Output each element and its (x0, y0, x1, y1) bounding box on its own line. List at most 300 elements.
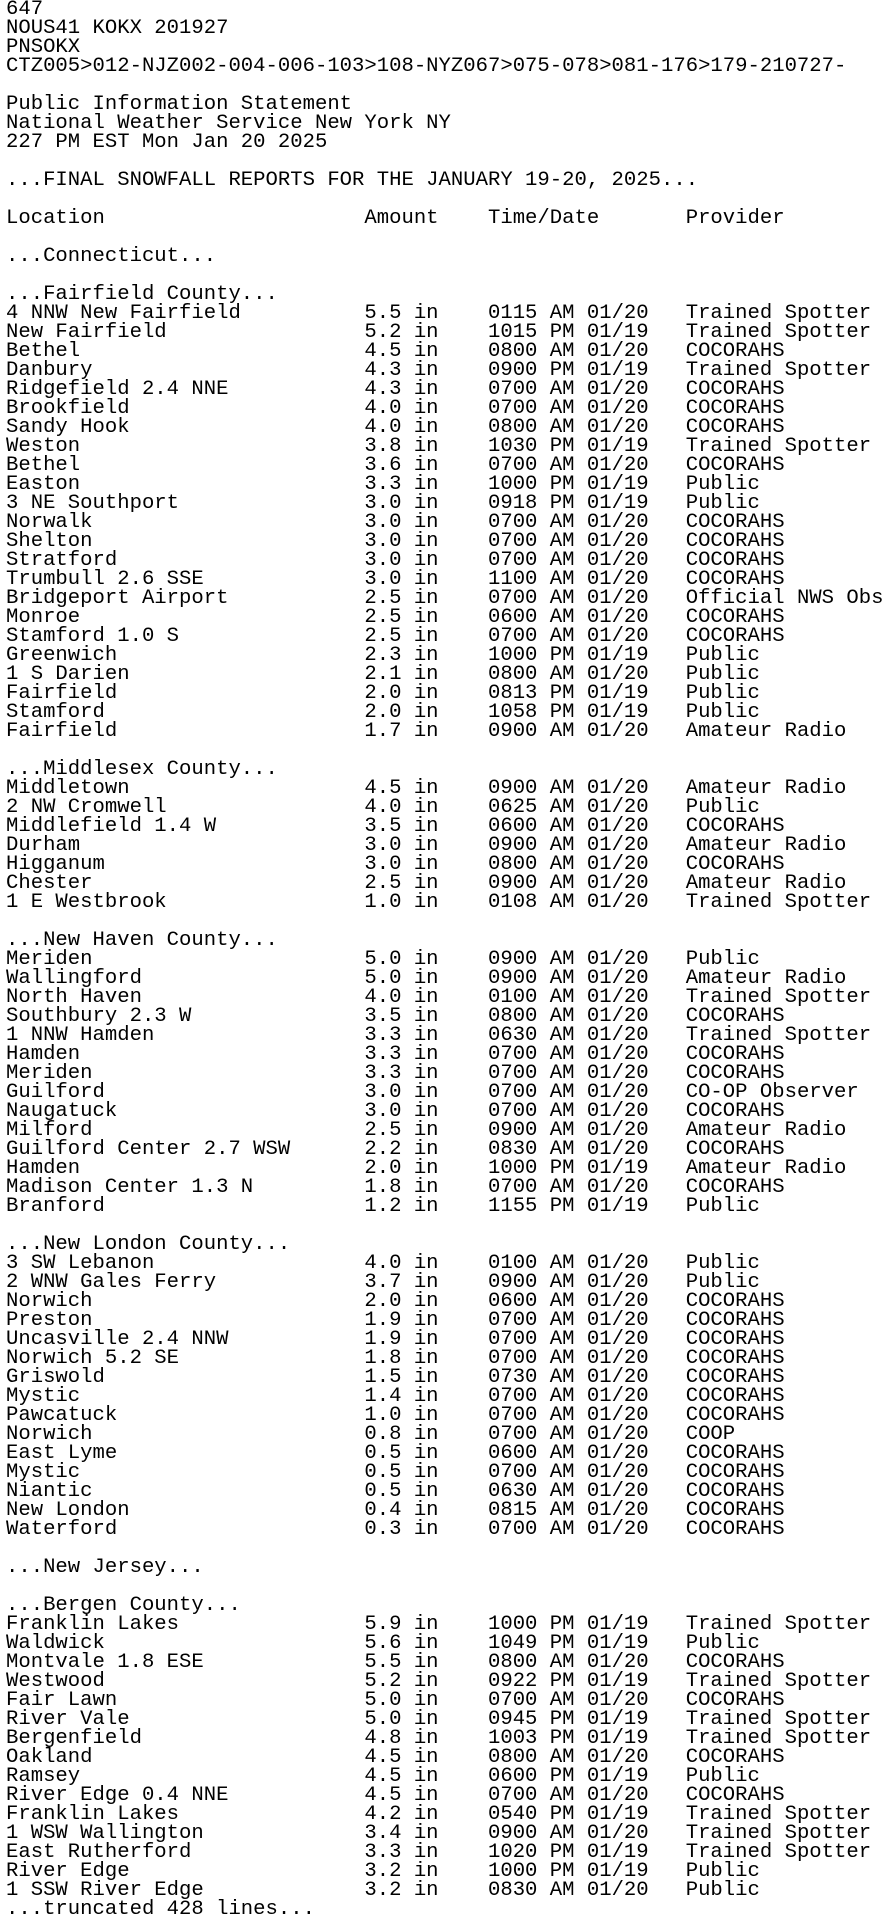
provider-cell: Public (685, 1879, 760, 1902)
provider-cell: COCORAHS (685, 568, 785, 591)
amount-cell: 3.0 in (364, 492, 488, 515)
header-line: PNSOKX (6, 36, 81, 59)
location-cell: 1 WSW Wallington (6, 1822, 365, 1845)
provider-cell: COCORAHS (685, 340, 785, 363)
location-cell: Westwood (6, 1670, 365, 1693)
provider-cell: COCORAHS (685, 853, 785, 876)
location-cell: 2 NW Cromwell (6, 796, 365, 819)
amount-cell: 3.0 in (364, 834, 488, 857)
location-cell: Stamford (6, 701, 365, 724)
time-date-cell: 0625 AM 01/20 (487, 796, 686, 819)
amount-cell: 3.0 in (364, 853, 488, 876)
time-date-cell: 0830 AM 01/20 (487, 1138, 686, 1161)
location-cell: Middlefield 1.4 W (6, 815, 365, 838)
location-cell: Branford (6, 1195, 365, 1218)
amount-cell: 2.5 in (364, 625, 488, 648)
provider-cell: Public (685, 701, 760, 724)
provider-cell: COCORAHS (685, 1651, 785, 1674)
amount-cell: 5.5 in (364, 302, 488, 325)
location-cell: Weston (6, 435, 365, 458)
amount-cell: 5.0 in (364, 1689, 488, 1712)
time-date-cell: 0540 PM 01/19 (487, 1803, 686, 1826)
location-cell: Mystic (6, 1385, 365, 1408)
provider-cell: COCORAHS (685, 1442, 785, 1465)
time-date-cell: 0600 AM 01/20 (487, 815, 686, 838)
amount-cell: 3.0 in (364, 568, 488, 591)
location-cell: New Fairfield (6, 321, 365, 344)
amount-cell: 1.4 in (364, 1385, 488, 1408)
location-cell: River Edge 0.4 NNE (6, 1784, 365, 1807)
time-date-cell: 0800 AM 01/20 (487, 1005, 686, 1028)
amount-cell: 4.0 in (364, 397, 488, 420)
time-date-cell: 0900 AM 01/20 (487, 720, 686, 743)
provider-cell: COCORAHS (685, 549, 785, 572)
provider-cell: Amateur Radio (685, 872, 847, 895)
provider-cell: Trained Spotter (685, 1803, 872, 1826)
provider-cell: COCORAHS (685, 1404, 785, 1427)
location-cell: Stamford 1.0 S (6, 625, 365, 648)
header-line: CTZ005>012-NJZ002-004-006-103>108-NYZ067>075-078>081-176>179-210727- (6, 55, 847, 78)
time-date-cell: 1058 PM 01/19 (487, 701, 686, 724)
provider-cell: CO-OP Observer (685, 1081, 859, 1104)
state-heading: ...Connecticut... (6, 245, 217, 268)
provider-cell: Amateur Radio (685, 967, 847, 990)
provider-cell: Public (685, 1765, 760, 1788)
time-date-cell: 0800 AM 01/20 (487, 663, 686, 686)
amount-cell: 3.3 in (364, 1062, 488, 1085)
provider-cell: COOP (685, 1423, 736, 1446)
location-cell: Durham (6, 834, 365, 857)
location-cell: 3 SW Lebanon (6, 1252, 365, 1275)
location-cell: Waldwick (6, 1632, 365, 1655)
location-cell: Meriden (6, 948, 365, 971)
location-cell: Bridgeport Airport (6, 587, 365, 610)
amount-cell: 4.5 in (364, 1765, 488, 1788)
amount-cell: 4.0 in (364, 796, 488, 819)
time-date-cell: 0115 AM 01/20 (487, 302, 686, 325)
provider-cell: Public (685, 1271, 760, 1294)
location-cell: Shelton (6, 530, 365, 553)
time-date-cell: 0630 AM 01/20 (487, 1480, 686, 1503)
provider-cell: COCORAHS (685, 1784, 785, 1807)
time-date-cell: 0900 PM 01/19 (487, 359, 686, 382)
amount-cell: 1.5 in (364, 1366, 488, 1389)
time-date-cell: 0800 AM 01/20 (487, 853, 686, 876)
header-line: NOUS41 KOKX 201927 (6, 17, 229, 40)
amount-cell: 4.0 in (364, 986, 488, 1009)
location-cell: Danbury (6, 359, 365, 382)
amount-cell: 2.5 in (364, 587, 488, 610)
amount-cell: 1.0 in (364, 1404, 488, 1427)
amount-cell: 4.5 in (364, 1784, 488, 1807)
header-line: ...FINAL SNOWFALL REPORTS FOR THE JANUARY 19-20, 2025... (6, 169, 699, 192)
amount-cell: 5.5 in (364, 1651, 488, 1674)
time-date-cell: 0800 AM 01/20 (487, 1746, 686, 1769)
provider-cell: COCORAHS (685, 1062, 785, 1085)
time-date-cell: 0600 AM 01/20 (487, 1290, 686, 1313)
location-cell: East Lyme (6, 1442, 365, 1465)
amount-cell: 2.2 in (364, 1138, 488, 1161)
time-date-cell: 0900 AM 01/20 (487, 1822, 686, 1845)
time-date-cell: 0800 AM 01/20 (487, 1651, 686, 1674)
location-cell: Naugatuck (6, 1100, 365, 1123)
provider-cell: COCORAHS (685, 1005, 785, 1028)
provider-cell: Trained Spotter (685, 321, 872, 344)
county-heading: ...New Haven County... (6, 929, 278, 952)
location-cell: Chester (6, 872, 365, 895)
location-cell: 4 NNW New Fairfield (6, 302, 365, 325)
provider-cell: Trained Spotter (685, 1727, 872, 1750)
location-cell: Monroe (6, 606, 365, 629)
location-cell: Higganum (6, 853, 365, 876)
time-date-cell: 1049 PM 01/19 (487, 1632, 686, 1655)
amount-cell: 4.2 in (364, 1803, 488, 1826)
provider-cell: Trained Spotter (685, 1841, 872, 1864)
time-date-cell: 0700 AM 01/20 (487, 1176, 686, 1199)
provider-cell: Trained Spotter (685, 359, 872, 382)
location-cell: Niantic (6, 1480, 365, 1503)
location-cell: 1 E Westbrook (6, 891, 365, 914)
location-cell: Madison Center 1.3 N (6, 1176, 365, 1199)
location-cell: Griswold (6, 1366, 365, 1389)
time-date-cell: 0700 AM 01/20 (487, 587, 686, 610)
provider-cell: COCORAHS (685, 1518, 785, 1541)
provider-cell: COCORAHS (685, 416, 785, 439)
provider-cell: COCORAHS (685, 1499, 785, 1522)
time-date-cell: 0700 AM 01/20 (487, 1100, 686, 1123)
county-heading: ...Fairfield County... (6, 283, 278, 306)
provider-cell: Trained Spotter (685, 1822, 872, 1845)
time-date-cell: 1000 PM 01/19 (487, 1613, 686, 1636)
location-cell: Ridgefield 2.4 NNE (6, 378, 365, 401)
location-cell: Brookfield (6, 397, 365, 420)
provider-cell: COCORAHS (685, 1309, 785, 1332)
amount-cell: 3.0 in (364, 1100, 488, 1123)
time-date-cell: 0700 AM 01/20 (487, 454, 686, 477)
provider-cell: COCORAHS (685, 606, 785, 629)
time-date-cell: 1000 PM 01/19 (487, 644, 686, 667)
location-cell: Norwich 5.2 SE (6, 1347, 365, 1370)
time-date-cell: 0900 AM 01/20 (487, 1119, 686, 1142)
time-date-cell: 0700 AM 01/20 (487, 511, 686, 534)
location-cell: Montvale 1.8 ESE (6, 1651, 365, 1674)
location-cell: East Rutherford (6, 1841, 365, 1864)
time-date-cell: 0700 AM 01/20 (487, 1043, 686, 1066)
location-cell: Hamden (6, 1043, 365, 1066)
amount-cell: 3.3 in (364, 1043, 488, 1066)
amount-cell: 2.5 in (364, 1119, 488, 1142)
provider-cell: COCORAHS (685, 1176, 785, 1199)
location-cell: Waterford (6, 1518, 365, 1541)
provider-cell: COCORAHS (685, 1138, 785, 1161)
time-date-cell: 0700 AM 01/20 (487, 378, 686, 401)
location-cell: 2 WNW Gales Ferry (6, 1271, 365, 1294)
location-cell: Oakland (6, 1746, 365, 1769)
location-cell: Fairfield (6, 682, 365, 705)
provider-cell: COCORAHS (685, 1366, 785, 1389)
location-cell: Guilford Center 2.7 WSW (6, 1138, 365, 1161)
time-date-cell: 0815 AM 01/20 (487, 1499, 686, 1522)
amount-cell: 1.9 in (364, 1328, 488, 1351)
time-date-cell: 0900 AM 01/20 (487, 1271, 686, 1294)
provider-cell: Public (685, 1252, 760, 1275)
provider-cell: Trained Spotter (685, 1613, 872, 1636)
county-heading: ...Bergen County... (6, 1594, 241, 1617)
provider-cell: Amateur Radio (685, 834, 847, 857)
location-cell: River Vale (6, 1708, 365, 1731)
amount-cell: 0.4 in (364, 1499, 488, 1522)
provider-cell: Trained Spotter (685, 1708, 872, 1731)
provider-cell: COCORAHS (685, 1689, 785, 1712)
time-date-cell: 0700 AM 01/20 (487, 625, 686, 648)
amount-cell: 5.2 in (364, 321, 488, 344)
provider-cell: Public (685, 682, 760, 705)
amount-cell: 3.7 in (364, 1271, 488, 1294)
report-row (6, 1520, 861, 1539)
location-cell: Southbury 2.3 W (6, 1005, 365, 1028)
time-date-cell: 0900 AM 01/20 (487, 948, 686, 971)
amount-cell: 1.0 in (364, 891, 488, 914)
amount-cell: 4.5 in (364, 340, 488, 363)
report-row (6, 722, 861, 741)
amount-cell: 3.6 in (364, 454, 488, 477)
time-date-cell: 0700 AM 01/20 (487, 530, 686, 553)
provider-cell: Public (685, 1860, 760, 1883)
time-date-cell: 0100 AM 01/20 (487, 986, 686, 1009)
time-date-cell: 0900 AM 01/20 (487, 872, 686, 895)
provider-cell: Public (685, 473, 760, 496)
state-heading: ...New Jersey... (6, 1556, 204, 1579)
location-cell: Uncasville 2.4 NNW (6, 1328, 365, 1351)
location-cell: Sandy Hook (6, 416, 365, 439)
provider-cell: COCORAHS (685, 1385, 785, 1408)
amount-cell: 4.5 in (364, 777, 488, 800)
time-date-cell: 0813 PM 01/19 (487, 682, 686, 705)
location-cell: 1 S Darien (6, 663, 365, 686)
amount-cell: 5.6 in (364, 1632, 488, 1655)
amount-cell: 3.4 in (364, 1822, 488, 1845)
amount-cell: 3.2 in (364, 1860, 488, 1883)
time-date-cell: 1000 PM 01/19 (487, 1157, 686, 1180)
location-cell: Preston (6, 1309, 365, 1332)
time-date-cell: 0700 AM 01/20 (487, 1081, 686, 1104)
time-date-cell: 1155 PM 01/19 (487, 1195, 686, 1218)
amount-cell: 2.3 in (364, 644, 488, 667)
amount-cell: 1.9 in (364, 1309, 488, 1332)
time-date-cell: 0600 PM 01/19 (487, 1765, 686, 1788)
time-date-cell: 0800 AM 01/20 (487, 340, 686, 363)
time-date-cell: 1000 PM 01/19 (487, 473, 686, 496)
provider-cell: COCORAHS (685, 1480, 785, 1503)
time-date-cell: 0922 PM 01/19 (487, 1670, 686, 1693)
provider-cell: COCORAHS (685, 1290, 785, 1313)
amount-cell: 3.0 in (364, 549, 488, 572)
amount-cell: 5.0 in (364, 948, 488, 971)
location-cell: Middletown (6, 777, 365, 800)
provider-cell: COCORAHS (685, 815, 785, 838)
location-cell: Bethel (6, 454, 365, 477)
amount-cell: 3.5 in (364, 815, 488, 838)
time-date-cell: 0700 AM 01/20 (487, 1347, 686, 1370)
amount-cell: 1.7 in (364, 720, 488, 743)
header-line: National Weather Service New York NY (6, 112, 451, 135)
amount-cell: Amount (364, 207, 488, 230)
amount-cell: 4.5 in (364, 1746, 488, 1769)
location-cell: Stratford (6, 549, 365, 572)
county-heading: ...Middlesex County... (6, 758, 278, 781)
provider-cell: COCORAHS (685, 397, 785, 420)
amount-cell: 0.5 in (364, 1461, 488, 1484)
provider-cell: Amateur Radio (685, 1119, 847, 1142)
provider-cell: Provider (685, 207, 785, 230)
provider-cell: Public (685, 796, 760, 819)
provider-cell: Public (685, 663, 760, 686)
amount-cell: 3.5 in (364, 1005, 488, 1028)
location-cell: Trumbull 2.6 SSE (6, 568, 365, 591)
amount-cell: 0.5 in (364, 1442, 488, 1465)
provider-cell: COCORAHS (685, 454, 785, 477)
location-cell: Meriden (6, 1062, 365, 1085)
amount-cell: 4.0 in (364, 416, 488, 439)
time-date-cell: 0730 AM 01/20 (487, 1366, 686, 1389)
location-cell: 3 NE Southport (6, 492, 365, 515)
time-date-cell: 0700 AM 01/20 (487, 397, 686, 420)
time-date-cell: 0108 AM 01/20 (487, 891, 686, 914)
time-date-cell: 0630 AM 01/20 (487, 1024, 686, 1047)
provider-cell: COCORAHS (685, 530, 785, 553)
time-date-cell: 0700 AM 01/20 (487, 1784, 686, 1807)
time-date-cell: 1003 PM 01/19 (487, 1727, 686, 1750)
provider-cell: Public (685, 1632, 760, 1655)
provider-cell: Official NWS Obs (685, 587, 883, 610)
amount-cell: 4.0 in (364, 1252, 488, 1275)
provider-cell: Trained Spotter (685, 891, 872, 914)
provider-cell: COCORAHS (685, 1746, 785, 1769)
location-cell: Pawcatuck (6, 1404, 365, 1427)
amount-cell: 2.1 in (364, 663, 488, 686)
location-cell: Fair Lawn (6, 1689, 365, 1712)
provider-cell: Public (685, 948, 760, 971)
header-line: Public Information Statement (6, 93, 353, 116)
amount-cell: 3.8 in (364, 435, 488, 458)
report-row (6, 1197, 861, 1216)
time-date-cell: 0100 AM 01/20 (487, 1252, 686, 1275)
time-date-cell: 1020 PM 01/19 (487, 1841, 686, 1864)
time-date-cell: 0918 PM 01/19 (487, 492, 686, 515)
location-cell: Norwalk (6, 511, 365, 534)
provider-cell: COCORAHS (685, 625, 785, 648)
county-heading: ...New London County... (6, 1233, 291, 1256)
amount-cell: 3.3 in (364, 1024, 488, 1047)
location-cell: North Haven (6, 986, 365, 1009)
provider-cell: Public (685, 492, 760, 515)
provider-cell: Amateur Radio (685, 777, 847, 800)
location-cell: New London (6, 1499, 365, 1522)
provider-cell: Public (685, 644, 760, 667)
amount-cell: 0.8 in (364, 1423, 488, 1446)
location-cell: River Edge (6, 1860, 365, 1883)
amount-cell: 2.0 in (364, 1157, 488, 1180)
amount-cell: 3.3 in (364, 473, 488, 496)
location-cell: Bethel (6, 340, 365, 363)
provider-cell: COCORAHS (685, 1347, 785, 1370)
time-date-cell: 0600 AM 01/20 (487, 606, 686, 629)
time-date-cell: 1015 PM 01/19 (487, 321, 686, 344)
provider-cell: Trained Spotter (685, 1670, 872, 1693)
amount-cell: 5.0 in (364, 1708, 488, 1731)
amount-cell: 4.3 in (364, 359, 488, 382)
report-row (6, 891, 872, 914)
provider-cell: Public (685, 1195, 760, 1218)
time-date-cell: 0830 AM 01/20 (487, 1879, 686, 1902)
provider-cell: COCORAHS (685, 1100, 785, 1123)
time-date-cell: 0700 AM 01/20 (487, 1309, 686, 1332)
provider-cell: Trained Spotter (685, 1024, 872, 1047)
location-cell: Guilford (6, 1081, 365, 1104)
header-line: 647 (6, 0, 44, 21)
location-cell: 1 NNW Hamden (6, 1024, 365, 1047)
amount-cell: 0.5 in (364, 1480, 488, 1503)
time-date-cell: 0700 AM 01/20 (487, 1385, 686, 1408)
amount-cell: 5.9 in (364, 1613, 488, 1636)
amount-cell: 3.0 in (364, 530, 488, 553)
provider-cell: COCORAHS (685, 1043, 785, 1066)
time-date-cell: 0900 AM 01/20 (487, 834, 686, 857)
header-line: 227 PM EST Mon Jan 20 2025 (6, 131, 328, 154)
location-cell: Easton (6, 473, 365, 496)
amount-cell: 3.0 in (364, 511, 488, 534)
time-date-cell: 0700 AM 01/20 (487, 549, 686, 572)
amount-cell: 2.5 in (364, 606, 488, 629)
time-date-cell: 0700 AM 01/20 (487, 1062, 686, 1085)
amount-cell: 0.3 in (364, 1518, 488, 1541)
location-cell: Franklin Lakes (6, 1803, 365, 1826)
location-cell: Hamden (6, 1157, 365, 1180)
provider-cell: COCORAHS (685, 511, 785, 534)
location-cell: Milford (6, 1119, 365, 1142)
amount-cell: 2.0 in (364, 682, 488, 705)
truncated-notice: ...truncated 428 lines... (6, 1898, 315, 1921)
amount-cell: 4.3 in (364, 378, 488, 401)
location-cell: Franklin Lakes (6, 1613, 365, 1636)
provider-cell: Amateur Radio (685, 1157, 847, 1180)
provider-cell: COCORAHS (685, 378, 785, 401)
location-cell: Fairfield (6, 720, 365, 743)
column-header-row (6, 209, 861, 228)
time-date-cell: 0700 AM 01/20 (487, 1328, 686, 1351)
time-date-cell: 1100 AM 01/20 (487, 568, 686, 591)
provider-cell: Trained Spotter (685, 435, 872, 458)
time-date-cell: 0700 AM 01/20 (487, 1461, 686, 1484)
time-date-cell: 0800 AM 01/20 (487, 416, 686, 439)
amount-cell: 3.0 in (364, 1081, 488, 1104)
time-date-cell: 0945 PM 01/19 (487, 1708, 686, 1731)
amount-cell: 1.8 in (364, 1347, 488, 1370)
amount-cell: 5.0 in (364, 967, 488, 990)
amount-cell: 2.5 in (364, 872, 488, 895)
provider-cell: COCORAHS (685, 1328, 785, 1351)
provider-cell: COCORAHS (685, 1461, 785, 1484)
location-cell: Wallingford (6, 967, 365, 990)
amount-cell: 3.3 in (364, 1841, 488, 1864)
amount-cell: 1.8 in (364, 1176, 488, 1199)
amount-cell: 1.2 in (364, 1195, 488, 1218)
time-date-cell: 0700 AM 01/20 (487, 1518, 686, 1541)
amount-cell: 5.2 in (364, 1670, 488, 1693)
time-date-cell: 0900 AM 01/20 (487, 967, 686, 990)
amount-cell: 2.0 in (364, 701, 488, 724)
time-date-cell: 1030 PM 01/19 (487, 435, 686, 458)
